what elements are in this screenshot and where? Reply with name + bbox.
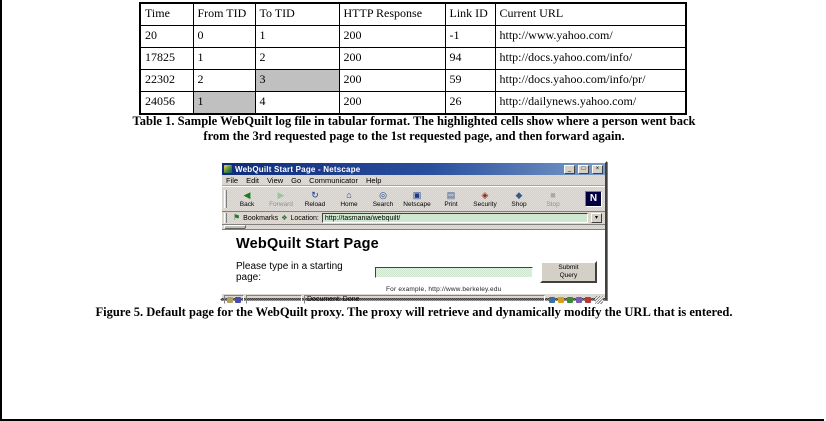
back-label: Back bbox=[239, 201, 255, 208]
table-cell-highlighted: 1 bbox=[193, 92, 255, 115]
table-cell: 200 bbox=[339, 70, 445, 92]
table-header-cell: To TID bbox=[255, 3, 339, 26]
toolbar-grippy[interactable] bbox=[224, 190, 227, 208]
inbox-icon[interactable] bbox=[558, 297, 564, 303]
print-icon: ▤ bbox=[446, 190, 456, 200]
table-header-cell: Link ID bbox=[445, 3, 495, 26]
table-cell: 200 bbox=[339, 48, 445, 70]
table-cell: 22302 bbox=[140, 70, 193, 92]
table-cell: 2 bbox=[193, 70, 255, 92]
resize-grip[interactable] bbox=[595, 296, 603, 304]
home-label: Home bbox=[340, 201, 358, 208]
start-page-prompt: Please type in a starting page: bbox=[236, 261, 343, 283]
table-cell: 200 bbox=[339, 26, 445, 48]
back-icon: ◀ bbox=[243, 190, 251, 200]
table-header-row bbox=[140, 3, 686, 26]
figure-caption-text: Figure 5. Default page for the WebQuilt proxy. The proxy will retrieve and dynamically modify the URL that is entered. bbox=[95, 305, 733, 319]
start-page-form bbox=[236, 261, 597, 283]
reload-button[interactable] bbox=[298, 190, 332, 208]
navigator-icon[interactable] bbox=[549, 297, 555, 303]
stop-button[interactable] bbox=[536, 190, 570, 208]
menu-edit[interactable]: Edit bbox=[246, 175, 260, 185]
example-url-text: For example, http://www.berkeley.edu bbox=[386, 286, 502, 293]
reload-label: Reload bbox=[304, 201, 326, 208]
menu-bar bbox=[222, 175, 605, 186]
table-row bbox=[140, 48, 686, 70]
table-header-cell: From TID bbox=[193, 3, 255, 26]
address-book-icon[interactable] bbox=[576, 297, 582, 303]
table-cell: 200 bbox=[339, 92, 445, 115]
maximize-button[interactable]: □ bbox=[578, 165, 589, 174]
location-dropdown-button[interactable]: ▾ bbox=[591, 213, 602, 223]
page-title: WebQuilt Start Page bbox=[236, 236, 379, 252]
search-button[interactable] bbox=[366, 190, 400, 208]
newsgroups-icon[interactable] bbox=[567, 297, 573, 303]
table-cell: 2 bbox=[255, 48, 339, 70]
bookmarks-icon: ⚑ bbox=[233, 213, 241, 222]
title-bar bbox=[222, 163, 605, 175]
location-icon: ❖ bbox=[281, 214, 288, 222]
table-cell: http://docs.yahoo.com/info/ bbox=[495, 48, 686, 70]
table-cell: 0 bbox=[193, 26, 255, 48]
reload-icon: ↻ bbox=[311, 190, 319, 200]
table-cell: 94 bbox=[445, 48, 495, 70]
print-button[interactable] bbox=[434, 190, 468, 208]
table-cell: 59 bbox=[445, 70, 495, 92]
table-cell: http://dailynews.yahoo.com/ bbox=[495, 92, 686, 115]
netscape-button[interactable] bbox=[400, 190, 434, 208]
status-bar bbox=[222, 293, 605, 305]
table-cell: 4 bbox=[255, 92, 339, 115]
security-button[interactable] bbox=[468, 190, 502, 208]
status-message: Document: Done bbox=[304, 295, 545, 304]
shop-label: Shop bbox=[511, 201, 527, 208]
table-row bbox=[140, 70, 686, 92]
forward-icon: ▶ bbox=[277, 190, 285, 200]
window-title: WebQuilt Start Page - Netscape bbox=[235, 164, 361, 174]
table-caption-line2: from the 3rd requested page to the 1st requested page, and then forward again. bbox=[203, 129, 625, 143]
netscape-label: Netscape bbox=[403, 201, 431, 208]
netscape-icon: ▣ bbox=[412, 190, 422, 200]
table-cell: http://docs.yahoo.com/info/pr/ bbox=[495, 70, 686, 92]
security-label: Security bbox=[473, 201, 497, 208]
composer-icon[interactable] bbox=[585, 297, 591, 303]
location-bar-grippy[interactable] bbox=[224, 213, 227, 223]
security-lock-icon[interactable] bbox=[227, 297, 233, 303]
netscape-app-icon bbox=[224, 165, 232, 173]
table-header-cell: HTTP Response bbox=[339, 3, 445, 26]
menu-help[interactable]: Help bbox=[365, 175, 382, 185]
stop-icon: ■ bbox=[550, 190, 556, 200]
netscape-logo[interactable]: N bbox=[585, 191, 602, 207]
table-cell-highlighted: 3 bbox=[255, 70, 339, 92]
table-cell: 20 bbox=[140, 26, 193, 48]
status-left-icons bbox=[224, 295, 244, 304]
search-label: Search bbox=[372, 201, 394, 208]
table-cell: 1 bbox=[255, 26, 339, 48]
table-cell: 1 bbox=[193, 48, 255, 70]
table-caption bbox=[2, 114, 826, 144]
close-button[interactable]: × bbox=[592, 165, 603, 174]
security-icon: ◈ bbox=[481, 190, 489, 200]
menu-view[interactable]: View bbox=[267, 175, 284, 185]
netscape-browser-window bbox=[220, 161, 607, 303]
home-icon: ⌂ bbox=[346, 190, 352, 200]
location-bar bbox=[222, 212, 605, 225]
component-bar bbox=[547, 297, 593, 303]
forward-button[interactable] bbox=[264, 190, 298, 208]
browser-content bbox=[222, 230, 605, 293]
table-header-cell: Time bbox=[140, 3, 193, 26]
figure-caption bbox=[2, 305, 826, 320]
shop-button[interactable] bbox=[502, 190, 536, 208]
minimize-button[interactable]: _ bbox=[564, 165, 575, 174]
search-icon: ◎ bbox=[379, 190, 387, 200]
location-label: Location: bbox=[290, 214, 319, 222]
stop-label: Stop bbox=[546, 201, 560, 208]
navigation-toolbar bbox=[222, 186, 605, 212]
progress-bar bbox=[246, 295, 302, 304]
table-cell: 26 bbox=[445, 92, 495, 115]
menu-communicator[interactable]: Communicator bbox=[309, 175, 358, 185]
start-page-input[interactable] bbox=[375, 267, 533, 278]
toolbar-collapse-tab[interactable] bbox=[224, 225, 246, 229]
back-button[interactable] bbox=[230, 190, 264, 208]
menu-go[interactable]: Go bbox=[291, 175, 302, 185]
table-cell: 24056 bbox=[140, 92, 193, 115]
submit-query-button[interactable]: Submit Query bbox=[540, 261, 597, 283]
online-status-icon bbox=[235, 297, 241, 303]
table-row bbox=[140, 26, 686, 48]
location-input[interactable] bbox=[322, 213, 588, 223]
home-button[interactable] bbox=[332, 190, 366, 208]
table-cell: 17825 bbox=[140, 48, 193, 70]
table-cell: -1 bbox=[445, 26, 495, 48]
table-cell: http://www.yahoo.com/ bbox=[495, 26, 686, 48]
shop-icon: ◆ bbox=[515, 190, 523, 200]
table-row bbox=[140, 92, 686, 115]
log-file-table bbox=[139, 2, 687, 115]
table-caption-line1: Table 1. Sample WebQuilt log file in tabular format. The highlighted cells show where a person went back bbox=[132, 114, 696, 128]
print-label: Print bbox=[444, 201, 458, 208]
table-header-cell: Current URL bbox=[495, 3, 686, 26]
menu-file[interactable]: File bbox=[226, 175, 239, 185]
forward-label: Forward bbox=[269, 201, 293, 208]
bookmarks-label[interactable]: Bookmarks bbox=[243, 214, 279, 222]
